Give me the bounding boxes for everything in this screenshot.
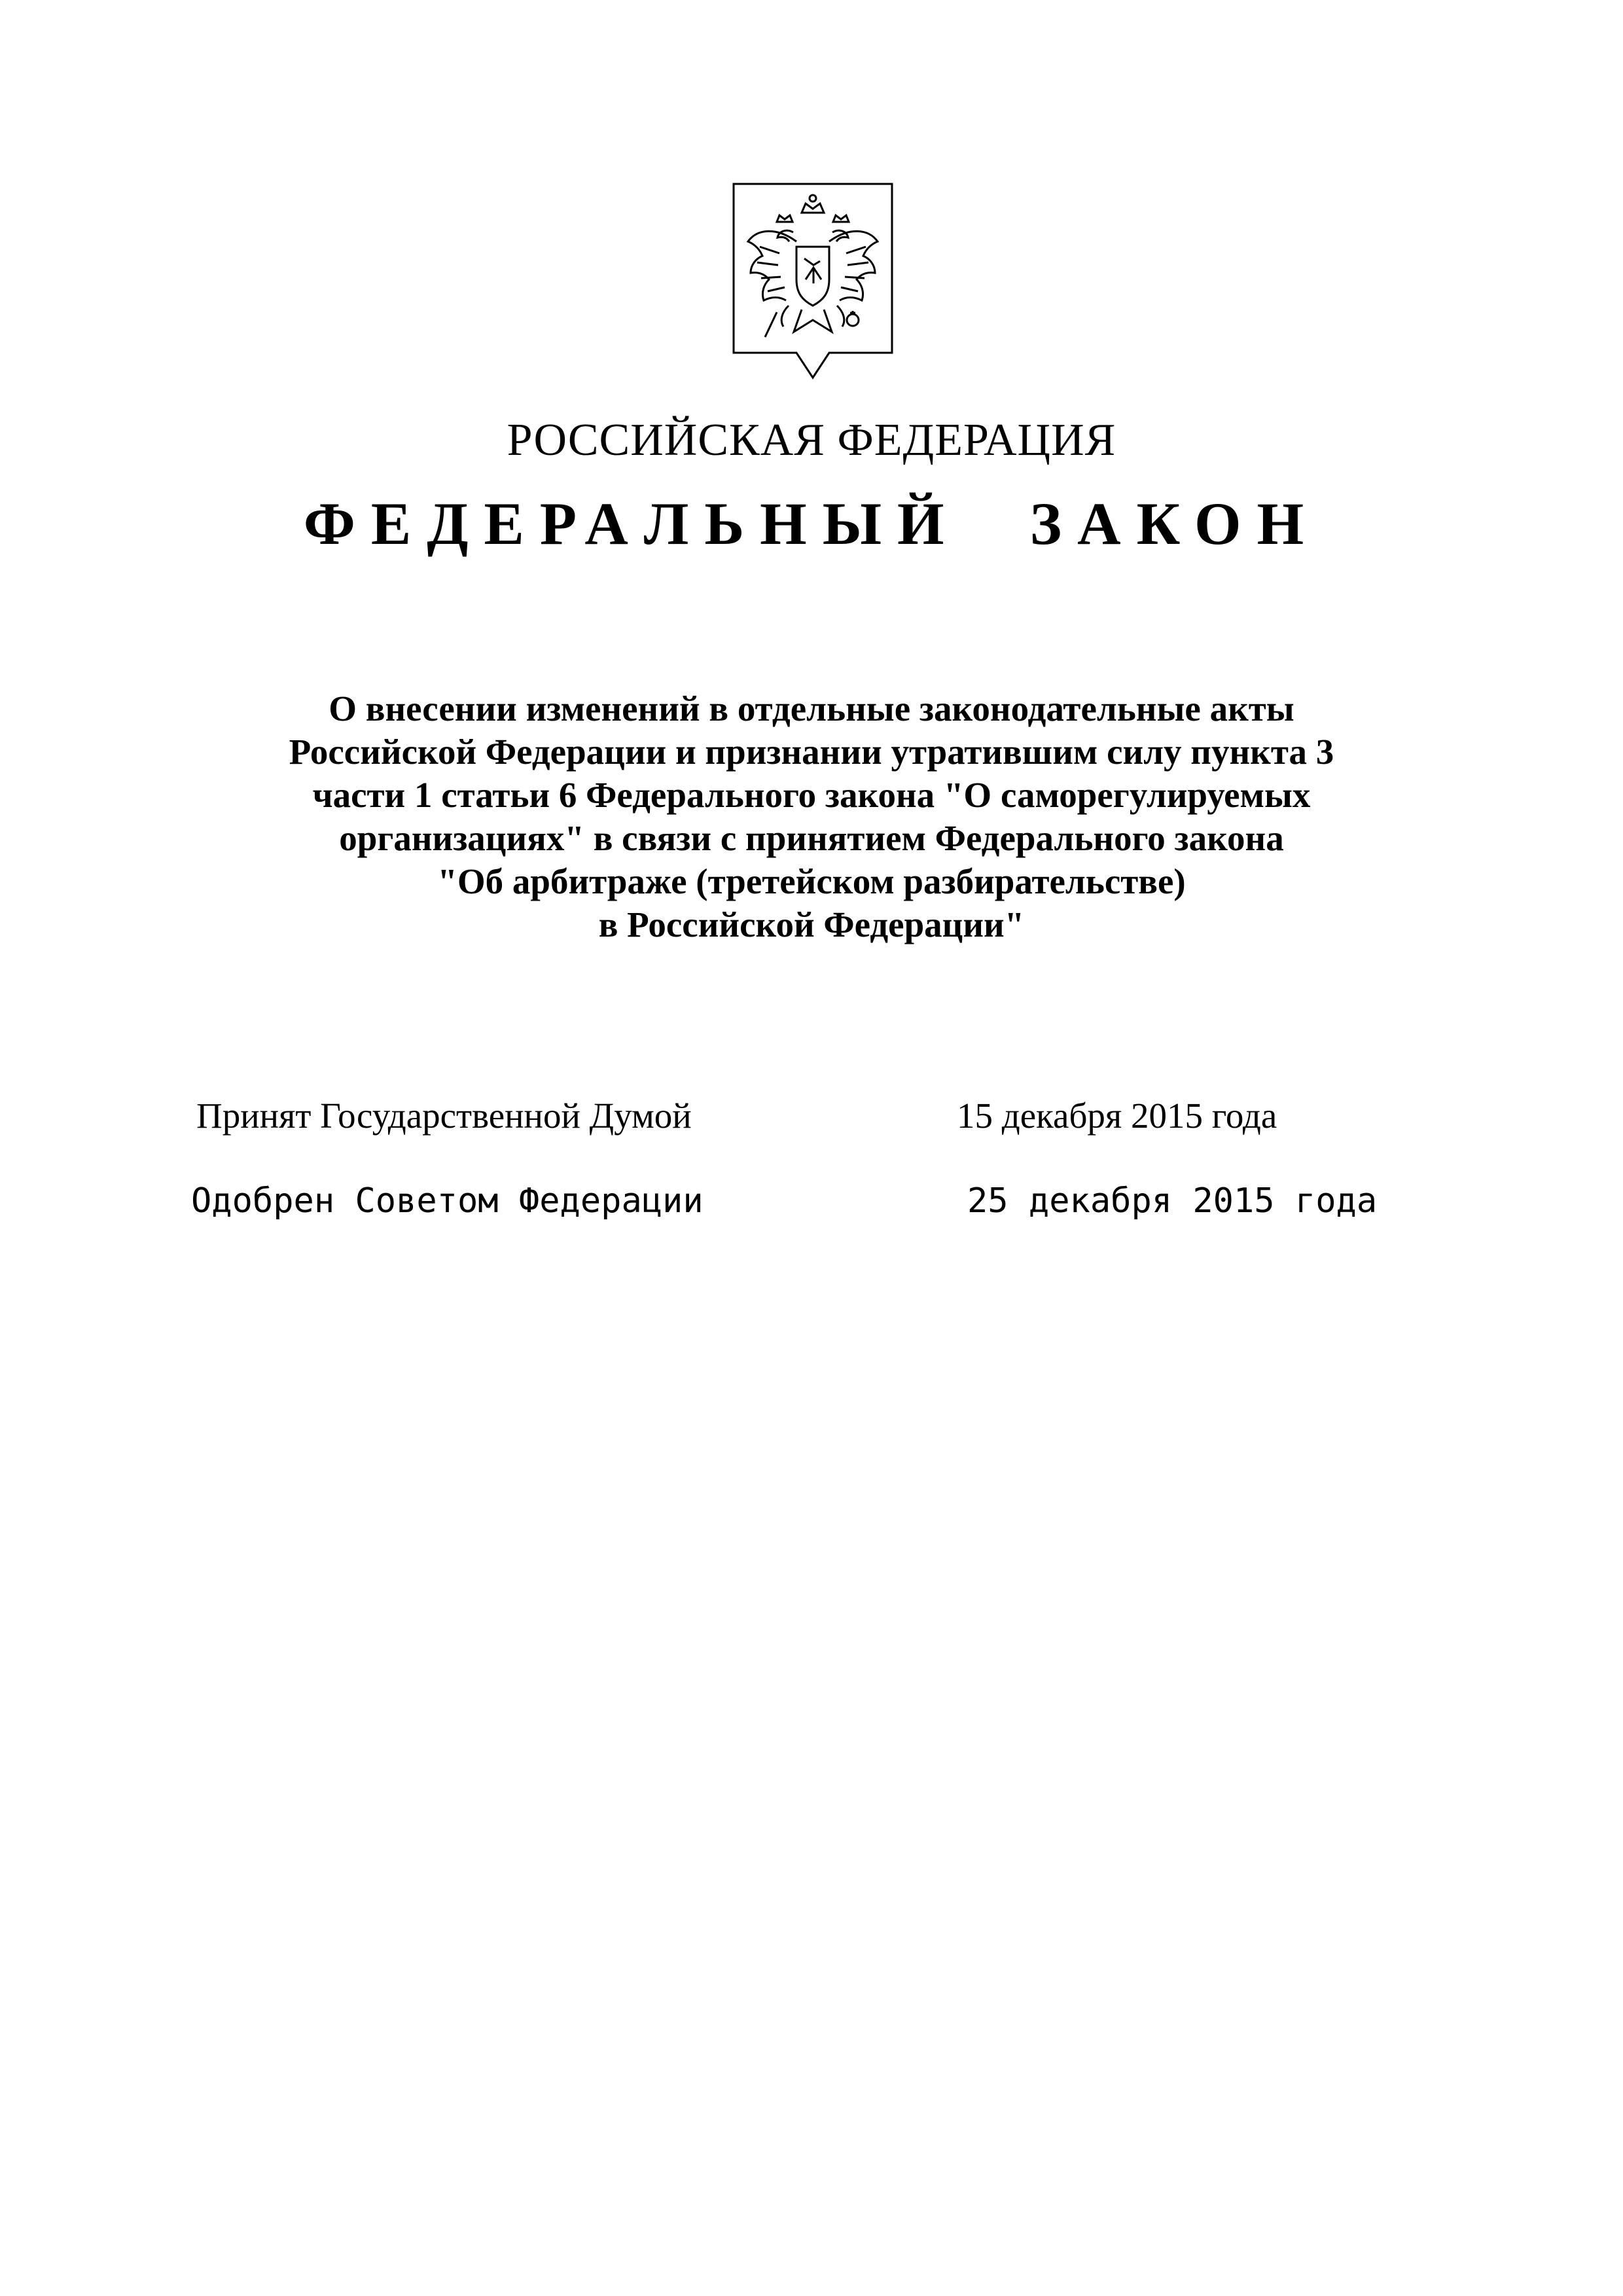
- law-title-line: Российской Федерации и признании утратившим силу пункта 3: [289, 732, 1334, 772]
- approval-date: 25 декабря 2015 года: [967, 1181, 1378, 1221]
- approval-date: 15 декабря 2015 года: [957, 1096, 1277, 1136]
- document-type: ФЕДЕРАЛЬНЫЙ ЗАКОН: [303, 490, 1320, 557]
- law-title-line: О внесении изменений в отдельные законодательные акты: [329, 689, 1294, 728]
- approval-row-federation-council: [0, 1175, 1623, 1227]
- law-title-line: "Об арбитраже (третейском разбирательстве): [437, 861, 1186, 901]
- coat-of-arms-icon: [731, 181, 895, 381]
- law-title-line: организациях" в связи с принятием Федерального закона: [339, 818, 1284, 858]
- country-name: РОССИЙСКАЯ ФЕДЕРАЦИЯ: [507, 415, 1116, 465]
- approval-label: Принят Государственной Думой: [196, 1096, 692, 1136]
- approval-label: Одобрен Советом Федерации: [191, 1181, 704, 1221]
- approval-row-state-duma: [0, 1090, 1623, 1142]
- law-title: [157, 687, 1466, 946]
- law-title-line: в Российской Федерации": [598, 905, 1025, 944]
- law-title-line: части 1 статьи 6 Федерального закона "О саморегулируемых: [312, 775, 1311, 815]
